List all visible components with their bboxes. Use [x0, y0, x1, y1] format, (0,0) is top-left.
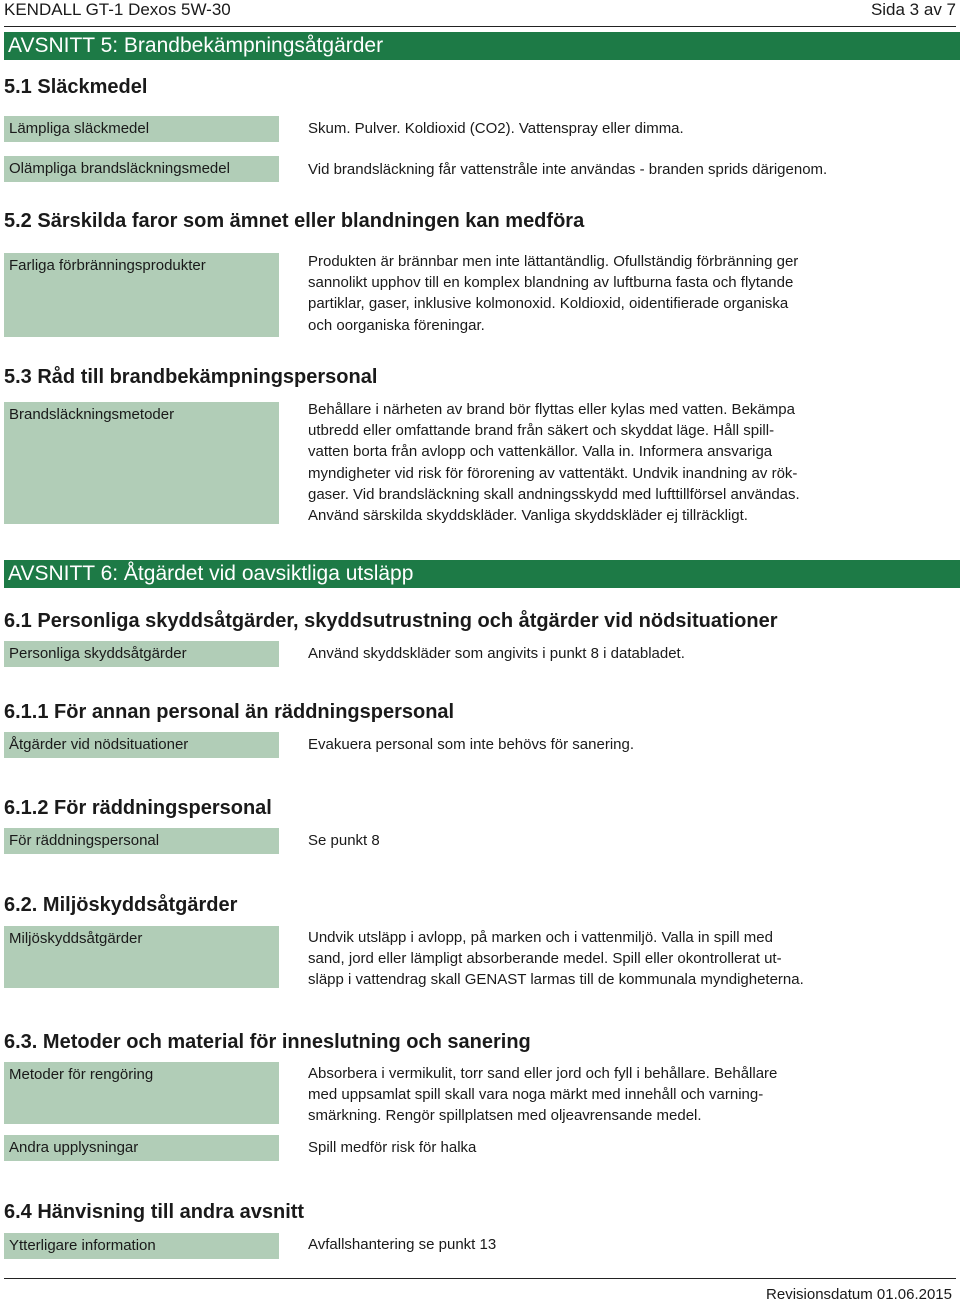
- text-firefighting-methods: [308, 399, 843, 526]
- subsection-5-2-title: 5.2 Särskilda faror som ämnet eller blandningen kan medföra: [4, 210, 585, 232]
- text-line: Produkten är brännbar men inte lättantändlig. Ofullständig förbränning ger: [308, 253, 799, 270]
- text-line: Undvik utsläpp i avlopp, på marken och i vattenmiljö. Valla in spill med: [308, 929, 773, 946]
- section-6-heading: AVSNITT 6: Åtgärdet vid oavsiktliga utsläpp: [4, 560, 960, 588]
- text-emergency-measures: Evakuera personal som inte behövs för sanering.: [308, 736, 635, 753]
- subsection-6-2-title: 6.2. Miljöskyddsåtgärder: [4, 894, 238, 916]
- revision-date: Revisionsdatum 01.06.2015: [766, 1286, 952, 1303]
- text-cleaning-methods: [308, 1063, 843, 1127]
- label-firefighting-methods: Brandsläckningsmetoder: [4, 402, 279, 524]
- text-suitable-extinguishing-media: Skum. Pulver. Koldioxid (CO2). Vattenspray eller dimma.: [308, 120, 684, 137]
- text-line: Absorbera i vermikulit, torr sand eller jord och fyll i behållare. Behållare: [308, 1065, 778, 1082]
- text-line: partiklar, gaser, inklusive kolmonoxid. Koldioxid, oidentifierade organiska: [308, 295, 789, 313]
- text-line: smärkning. Rengör spillplatsen med oljeavrensande medel.: [308, 1107, 702, 1125]
- text-line: sand, jord eller lämpligt absorberande medel. Spill eller okontrollerat ut-: [308, 950, 782, 968]
- page-number: Sida 3 av 7: [870, 0, 956, 19]
- label-emergency-responders: För räddningspersonal: [4, 828, 279, 854]
- text-line: vatten borta från avlopp och vattenkällor. Valla in. Informera ansvariga: [308, 443, 773, 461]
- text-hazardous-combustion-products: [308, 251, 843, 336]
- header-divider: [4, 26, 956, 27]
- text-other-information: Spill medför risk för halka: [308, 1139, 477, 1156]
- subsection-6-1-title: 6.1 Personliga skyddsåtgärder, skyddsutrustning och åtgärder vid nödsituationer: [4, 610, 778, 632]
- label-environmental-precautions: Miljöskyddsåtgärder: [4, 926, 279, 988]
- subsection-5-1-title: 5.1 Släckmedel: [4, 76, 148, 98]
- section-5-heading: AVSNITT 5: Brandbekämpningsåtgärder: [4, 32, 960, 60]
- subsection-6-3-title: 6.3. Metoder och material för inneslutning och sanering: [4, 1031, 531, 1053]
- text-emergency-responders: Se punkt 8: [308, 832, 380, 849]
- subsection-5-3-title: 5.3 Råd till brandbekämpningspersonal: [4, 366, 378, 388]
- text-line: Använd särskilda skyddskläder. Vanliga skyddskläder ej tillräckligt.: [308, 507, 748, 525]
- label-suitable-extinguishing-media: Lämpliga släckmedel: [4, 116, 279, 142]
- text-line: släpp i vattendrag skall GENAST larmas till de kommunala myndigheterna.: [308, 971, 804, 989]
- label-further-information: Ytterligare information: [4, 1233, 279, 1259]
- text-line: och oorganiska föreningar.: [308, 316, 485, 334]
- product-name: KENDALL GT-1 Dexos 5W-30: [4, 0, 231, 19]
- text-environmental-precautions: [308, 927, 843, 991]
- label-hazardous-combustion-products: Farliga förbränningsprodukter: [4, 253, 279, 337]
- label-personal-precautions: Personliga skyddsåtgärder: [4, 641, 279, 667]
- label-emergency-measures: Åtgärder vid nödsituationer: [4, 732, 279, 758]
- text-unsuitable-extinguishing-media: Vid brandsläckning får vattenstråle inte användas - branden sprids därigenom.: [308, 161, 828, 178]
- subsection-6-1-2-title: 6.1.2 För räddningspersonal: [4, 797, 272, 819]
- text-line: sannolikt upphov till en komplex blandning av luftburna fasta och flytande: [308, 274, 794, 292]
- subsection-6-4-title: 6.4 Hänvisning till andra avsnitt: [4, 1201, 305, 1223]
- text-further-information: Avfallshantering se punkt 13: [308, 1236, 497, 1253]
- text-line: Behållare i närheten av brand bör flyttas eller kylas med vatten. Bekämpa: [308, 401, 795, 418]
- label-other-information: Andra upplysningar: [4, 1135, 279, 1161]
- label-cleaning-methods: Metoder för rengöring: [4, 1062, 279, 1124]
- text-personal-precautions: Använd skyddskläder som angivits i punkt 8 i databladet.: [308, 645, 685, 662]
- subsection-6-1-1-title: 6.1.1 För annan personal än räddningspersonal: [4, 701, 455, 723]
- text-line: med uppsamlat spill skall vara noga märkt med innehåll och varning-: [308, 1086, 764, 1104]
- footer-divider: [4, 1278, 956, 1279]
- text-line: utbredd eller omfattande brand från säkert och skyddat läge. Håll spill-: [308, 422, 775, 440]
- label-unsuitable-extinguishing-media: Olämpliga brandsläckningsmedel: [4, 156, 279, 182]
- text-line: gaser. Vid brandsläckning skall andningsskydd med lufttillförsel användas.: [308, 485, 800, 503]
- text-line: myndigheter vid risk för förorening av vattentäkt. Undvik inandning av rök-: [308, 464, 798, 482]
